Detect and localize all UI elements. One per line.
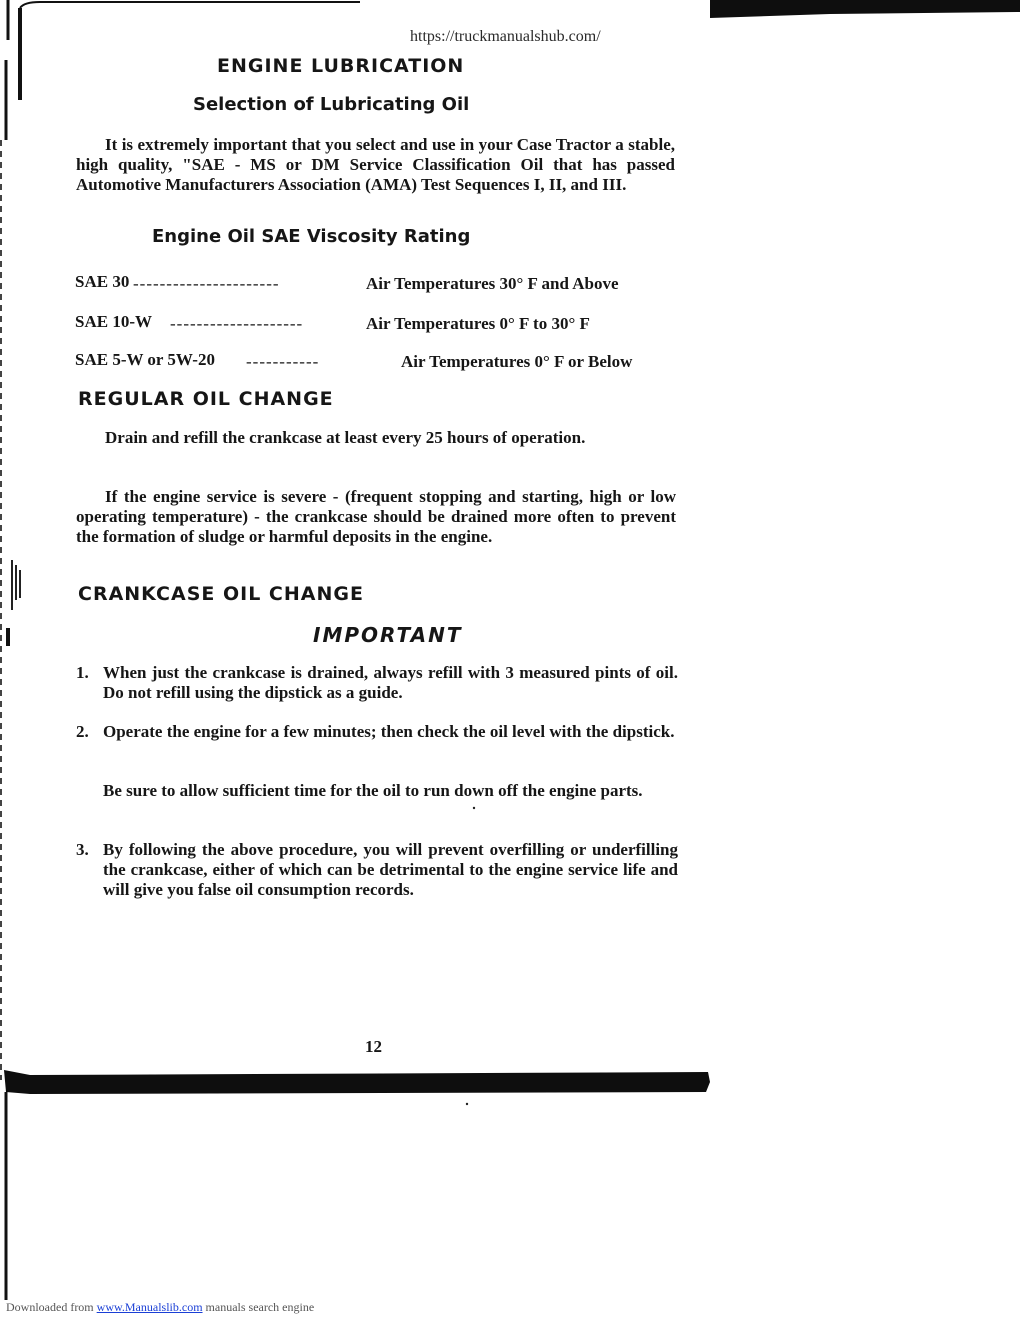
subtitle-selection-lubricating-oil: Selection of Lubricating Oil: [193, 94, 470, 115]
list-number: 2.: [76, 722, 89, 741]
section-title-regular-oil-change: REGULAR OIL CHANGE: [78, 388, 334, 410]
viscosity-grade: SAE 10-W: [75, 312, 152, 331]
viscosity-row: [75, 272, 685, 296]
section-title-crankcase-oil-change: CRANKCASE OIL CHANGE: [78, 583, 364, 605]
list-text: Operate the engine for a few minutes; then check the oil level with the dipstick.: [103, 722, 675, 741]
regular-oil-change-paragraph: Drain and refill the crankcase at least every 25 hours of operation.: [105, 428, 586, 447]
source-url: https://truckmanualshub.com/: [410, 28, 601, 45]
severe-service-paragraph: If the engine service is severe - (frequent stopping and starting, high or low operating temperature) - the crankcase should be drained more often to prevent the formation of sludge or harmful deposits in the engine.: [76, 487, 676, 546]
footer-suffix: manuals search engine: [205, 1300, 315, 1314]
leader-dashes: --------------------: [170, 314, 304, 333]
viscosity-row: [75, 312, 685, 336]
important-heading: IMPORTANT: [313, 623, 463, 647]
air-temperature-range: Air Temperatures 0° F to 30° F: [366, 314, 590, 333]
list-number: 1.: [76, 663, 89, 682]
footer-prefix: Downloaded from: [6, 1300, 94, 1314]
list-number: 3.: [76, 840, 89, 859]
page-number: 12: [365, 1037, 382, 1056]
list-text: Be sure to allow sufficient time for the oil to run down off the engine parts.: [103, 781, 643, 800]
viscosity-row: [75, 350, 685, 374]
download-footer: [6, 1300, 314, 1315]
list-item: [76, 840, 678, 922]
list-text: When just the crankcase is drained, always refill with 3 measured pints of oil. Do not refill using the dipstick as a guide.: [103, 663, 678, 702]
section-title-engine-lubrication: ENGINE LUBRICATION: [217, 55, 465, 77]
list-item: [76, 781, 678, 823]
leader-dashes: ----------------------: [133, 274, 280, 293]
leader-dashes: -----------: [246, 352, 320, 371]
list-item: [76, 722, 678, 764]
list-text: By following the above procedure, you will prevent overfilling or underfilling the crankcase, either of which can be detrimental to the engine service life and will give you false oil consumption records.: [103, 840, 678, 899]
viscosity-rating-title: Engine Oil SAE Viscosity Rating: [152, 226, 471, 247]
viscosity-grade: SAE 30: [75, 272, 130, 291]
manualslib-link[interactable]: www.Manualslib.com: [96, 1300, 203, 1314]
air-temperature-range: Air Temperatures 30° F and Above: [366, 274, 619, 293]
viscosity-grade: SAE 5-W or 5W-20: [75, 350, 215, 369]
oil-selection-paragraph: It is extremely important that you select and use in your Case Tractor a stable, high quality, "SAE - MS or DM Service Classification Oil that has passed Automotive Manufacturers Association (AMA) Test Sequences I, II, and III.: [76, 135, 675, 194]
list-item: [76, 663, 678, 705]
air-temperature-range: Air Temperatures 0° F or Below: [401, 352, 633, 371]
